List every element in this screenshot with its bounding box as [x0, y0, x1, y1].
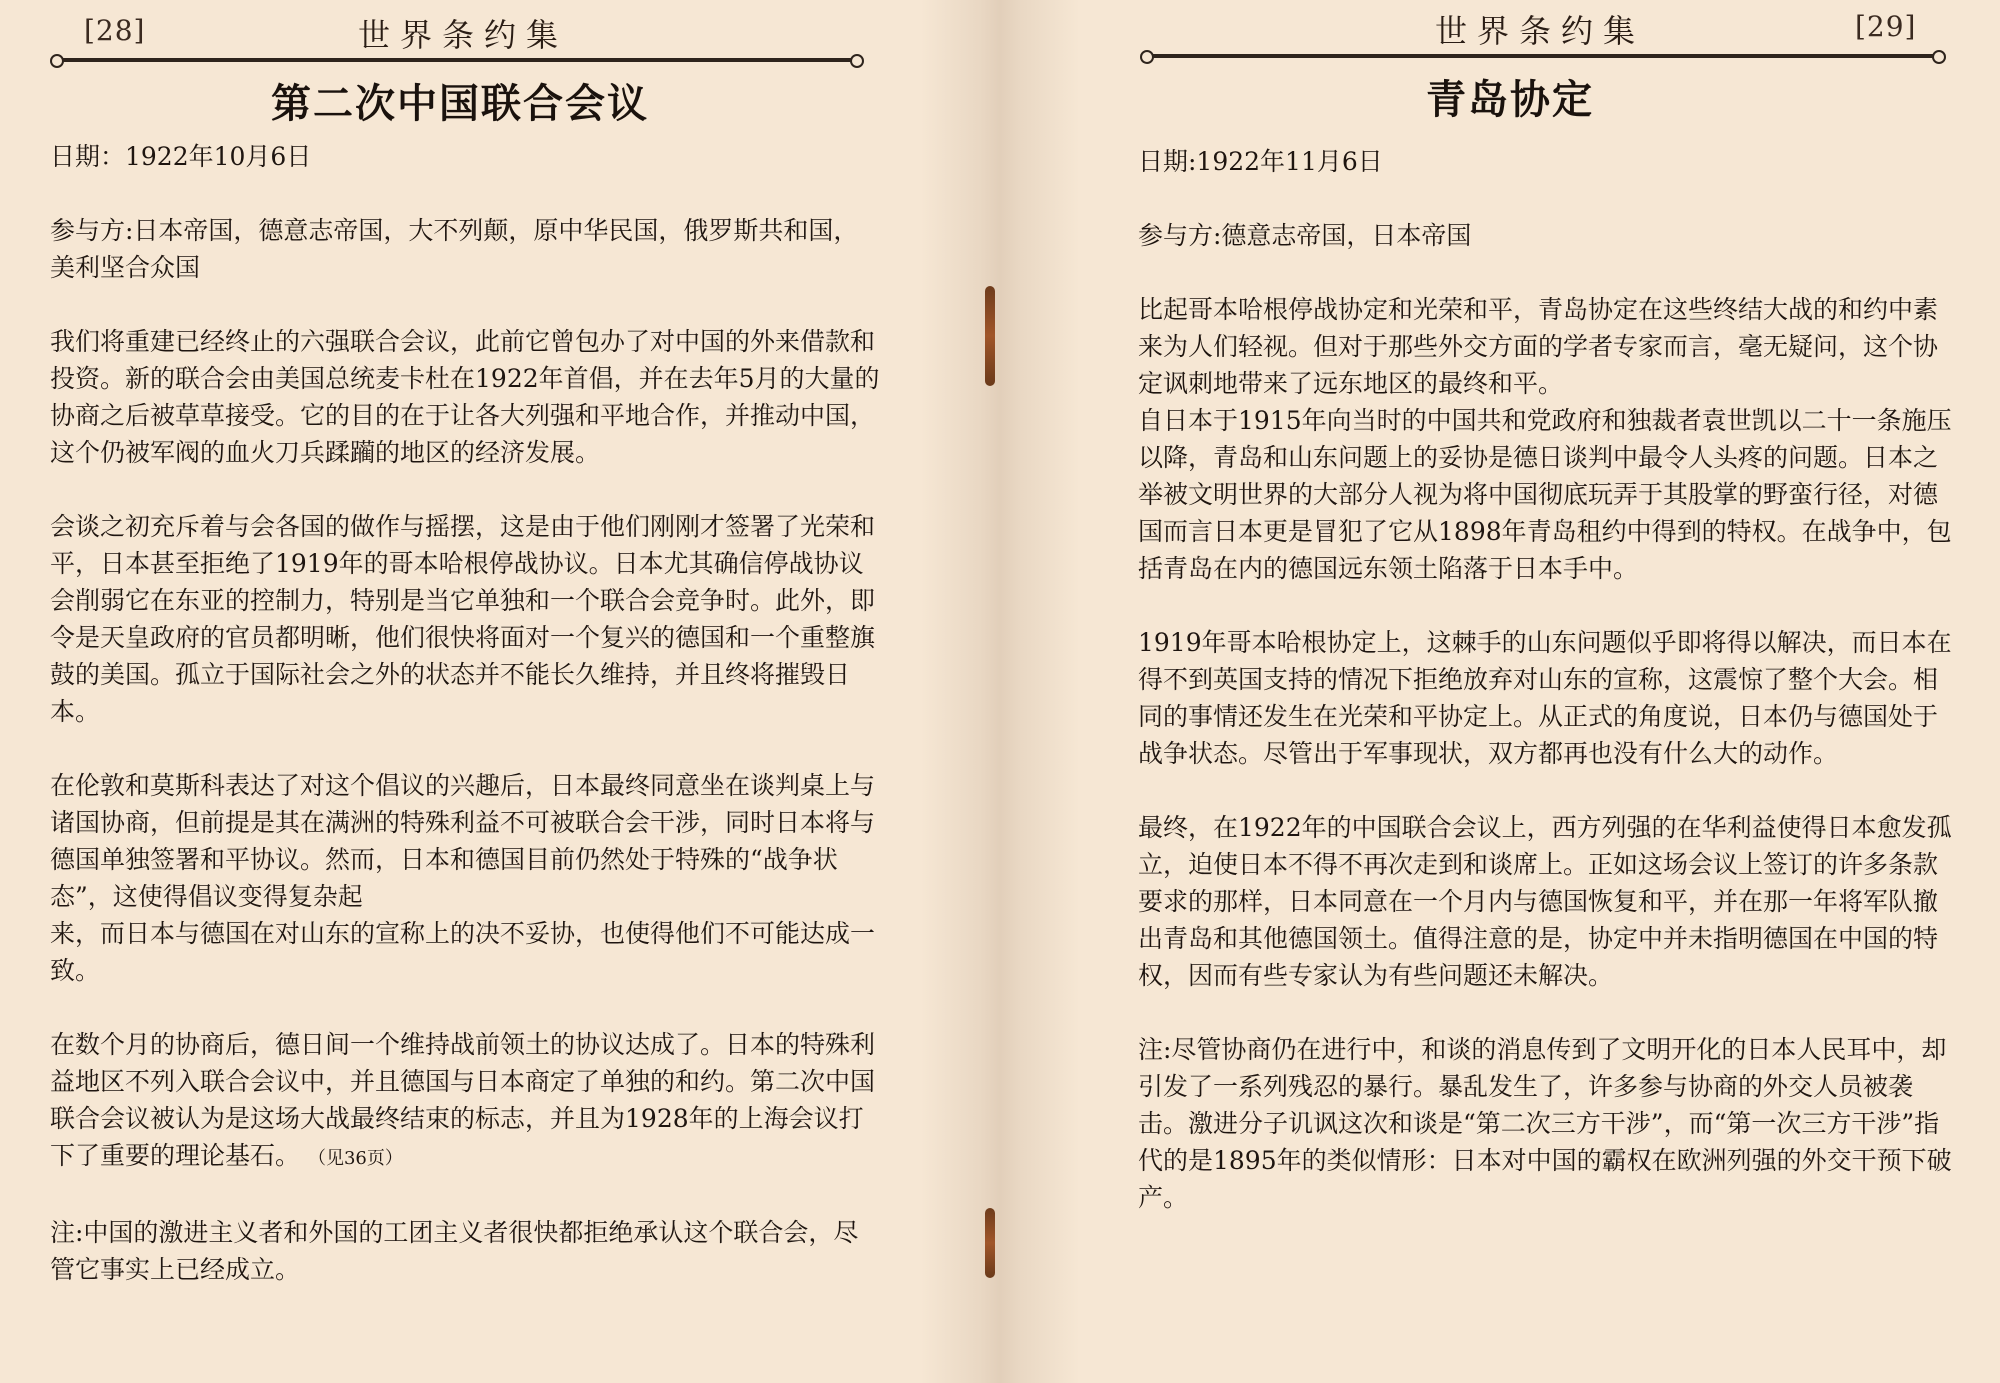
page-number: [28] [84, 14, 146, 47]
page-reference: （见36页） [307, 1148, 403, 1169]
note-paragraph: 注:中国的激进主义者和外国的工团主义者很快都拒绝承认这个联合会，尽管它事实上已经成立。 [50, 1218, 859, 1284]
right-page [1000, 0, 2000, 1383]
binding-stitch [985, 1208, 995, 1278]
paragraph: 来，而日本与德国在对山东的宣称上的决不妥协，也使得他们不可能达成一致。 [50, 919, 876, 985]
article-title: 青岛协定 [1426, 76, 1594, 123]
paragraph: 1919年哥本哈根协定上，这棘手的山东问题似乎即将得以解决，而日本在得不到英国支持的情况下拒绝放弃对山东的宣称，这震惊了整个大会。相同的事情还发生在光荣和平协定上。从正式的角度说，日本仍与德国处于战争状态。尽管出于军事现状，双方都再也没有什么大的动作。 [1138, 628, 1952, 768]
article-date: 日期:1922年11月6日 [1138, 147, 1383, 176]
note-paragraph: 注:尽管协商仍在进行中，和谈的消息传到了文明开化的日本人民耳中，却引发了一系列残忍的暴行。暴乱发生了，许多参与协商的外交人员被袭击。激进分子讥讽这次和谈是“第二次三方干涉”，而“第一次三方干涉”指代的是1895年的类似情形：日本对中国的霸权在欧洲列强的外交干预下破产。 [1138, 1035, 1952, 1212]
article-parties: 参与方:德意志帝国，日本帝国 [1138, 221, 1472, 250]
paragraph-text: 在数个月的协商后，德日间一个维持战前领土的协议达成了。日本的特殊利益地区不列入联合会议中，并且德国与日本商定了单独的和约。第二次中国联合会议被认为是这场大战最终结束的标志，并且为1928年的上海会议打下了重要的理论基石。 [50, 1030, 876, 1170]
paragraph: 自日本于1915年向当时的中国共和党政府和独裁者袁世凯以二十一条施压以降，青岛和山东问题上的妥协是德日谈判中最令人头疼的问题。日本之举被文明世界的大部分人视为将中国彻底玩弄于其股掌的野蛮行径，对德国而言日本更是冒犯了它从1898年青岛租约中得到的特权。在战争中，包括青岛在内的德国远东领土陷落于日本手中。 [1138, 406, 1952, 583]
article-parties: 参与方:日本帝国，德意志帝国，大不列颠，原中华民国，俄罗斯共和国，美利坚合众国 [50, 216, 859, 282]
article-body [1138, 143, 1956, 1253]
paragraph [50, 1026, 880, 1177]
paragraph: 比起哥本哈根停战协定和光荣和平，青岛协定在这些终结大战的和约中素来为人们轻视。但对于那些外交方面的学者专家而言，毫无疑问，这个协定讽刺地带来了远东地区的最终和平。 [1138, 295, 1939, 398]
binding-stitch [985, 286, 995, 386]
paragraph: 我们将重建已经终止的六强联合会议，此前它曾包办了对中国的外来借款和投资。新的联合会由美国总统麦卡杜在1922年首倡，并在去年5月的大量的协商之后被草草接受。它的目的在于让各大列强和平地合作，并推动中国，这个仍被军阀的血火刀兵蹂躏的地区的经济发展。 [50, 327, 880, 467]
running-head: 世界条约集 [1435, 12, 1646, 50]
paragraph: 最终，在1922年的中国联合会议上，西方列强的在华利益使得日本愈发孤立，迫使日本不得不再次走到和谈席上。正如这场会议上签订的许多条款要求的那样，日本同意在一个月内与德国恢复和平，并在那一年将军队撤出青岛和其他德国领土。值得注意的是，协定中并未指明德国在中国的特权，因而有些专家认为有些问题还未解决。 [1138, 813, 1952, 990]
paragraph: 在伦敦和莫斯科表达了对这个倡议的兴趣后，日本最终同意坐在谈判桌上与诸国协商，但前提是其在满洲的特殊利益不可被联合会干涉，同时日本将与德国单独签署和平协议。然而，日本和德国目前仍然处于特殊的“战争状态”，这使得倡议变得复杂起 [50, 771, 876, 911]
header-rule [58, 58, 856, 62]
header-rule [1148, 54, 1938, 58]
article-date: 日期：1922年10月6日 [50, 142, 312, 171]
running-head: 世界条约集 [358, 16, 569, 54]
article-body [50, 138, 880, 1325]
article-title: 第二次中国联合会议 [271, 80, 649, 127]
paragraph: 会谈之初充斥着与会各国的做作与摇摆，这是由于他们刚刚才签署了光荣和平，日本甚至拒绝了1919年的哥本哈根停战协议。日本尤其确信停战协议会削弱它在东亚的控制力，特别是当它单独和一个联合会竞争时。此外，即令是天皇政府的官员都明晰，他们很快将面对一个复兴的德国和一个重整旗鼓的美国。孤立于国际社会之外的状态并不能长久维持，并且终将摧毁日本。 [50, 512, 876, 726]
page-number: [29] [1855, 10, 1917, 43]
